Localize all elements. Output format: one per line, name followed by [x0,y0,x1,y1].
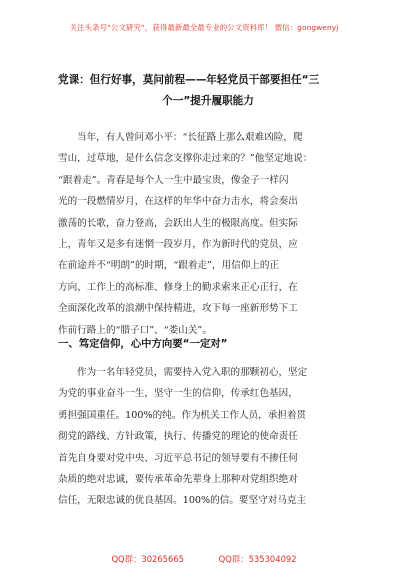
paragraph-line: 光的一段燃情岁月，在这样的年华中奋力击水，将会奏出 [58,196,298,208]
footer-contacts [0,553,408,565]
paragraph-intro [58,127,358,341]
paragraph-line: 信任，无限忠诚的优良基因。100%的信。要坚守对马克主 [58,495,307,507]
paragraph-line: 为党的事业奋斗一生，坚守一生的信仰，传承红色基因， [58,388,298,400]
paragraph-line: 作为一名年轻党员，需要持入党入职的那颗初心，坚定 [77,367,308,378]
section-heading-1: 一、笃定信仰，心中方向要“一定对” [58,338,228,350]
paragraph-line: 当年，有人曾问邓小平：“长征路上那么艰难凶险，爬 [77,132,303,143]
header-note: 关注头条号“公文研究”，获得最新最全最专业的公文资料库！ 微信：gongwenyj [69,23,339,32]
paragraph-line: 方向、工作上的高标准、修身上的勤求索来正心正行，在 [58,281,298,293]
title-line-1: 党课：但行好事，莫问前程——年轻党员干部要担任“三 [58,74,320,86]
footer-qq-group-2: QQ群：535304092 [218,554,297,564]
document-title [58,70,358,112]
paragraph-line: 雪山，过草地，是什么信念支撑你走过来的？”他坚定地说： [58,153,313,165]
paragraph-line: 勇担强国重任。100%的纯。作为机关工作人员，承担着贯 [58,409,307,421]
paragraph-line: 上，青年又是多有迷惘一段岁月，作为新时代的党员，应 [58,239,298,251]
title-line-2: 个一”提升履职能力 [162,95,254,107]
paragraph-line: 全面深化改革的浪潮中保持精进，攻下每一座新形势下工 [58,303,298,315]
paragraph-line: 在前途并不“明朗”的时期，“跟着走”，用信仰上的正 [58,260,280,272]
paragraph-line: 作前行路上的“腊子口”、“娄山关”。 [58,324,212,336]
paragraph-section-1 [58,362,358,512]
paragraph-line: 首先自身要对党中央、习近平总书记的领导要有不掺任何 [58,452,298,464]
paragraph-line: 激荡的长歌，奋力登高，会跃出人生的极限高度。但实际 [58,217,298,229]
footer-qq-group-1: QQ群：30265665 [111,554,184,564]
paragraph-line: “跟着走”。青春是每个人一生中最宝贵，像金子一样闪 [58,174,289,186]
paragraph-line: 彻党的路线、方针政策，执行、传播党的理论的使命责任 [58,431,298,443]
paragraph-line: 杂质的绝对忠诚，要传承革命先辈身上那种对党组织绝对 [58,474,298,486]
